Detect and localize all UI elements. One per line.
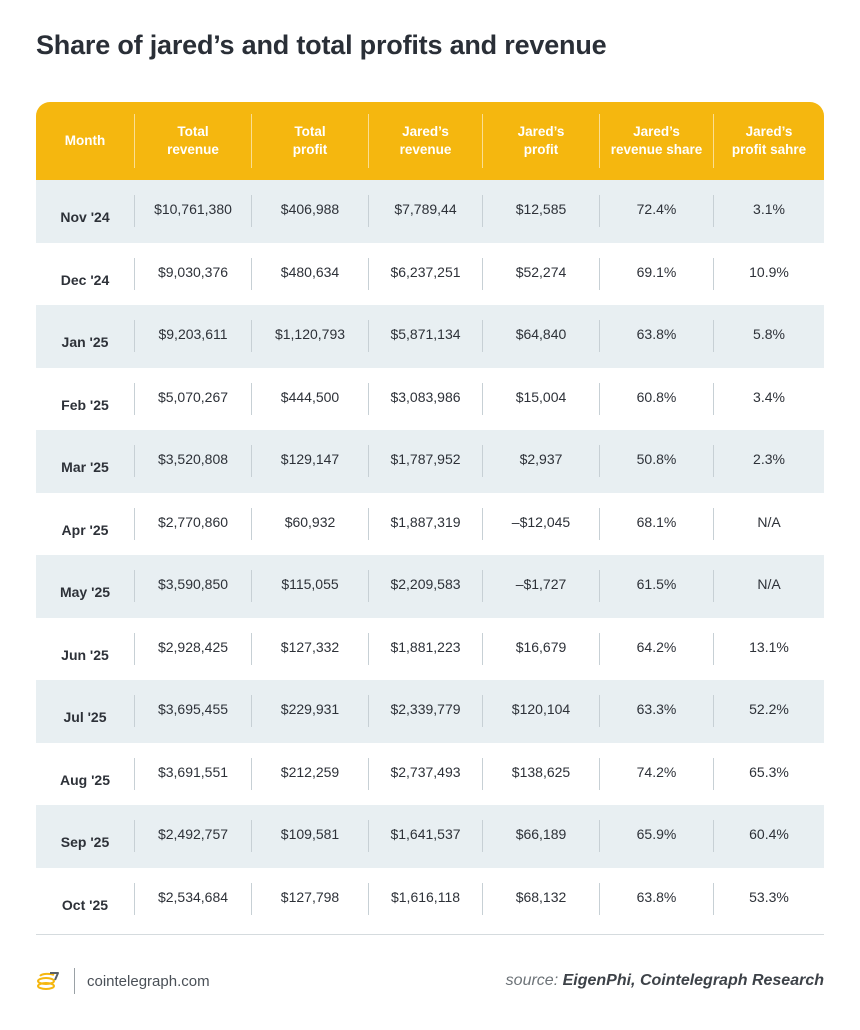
table-row [36,805,824,868]
row-month: Mar '25 [61,459,109,476]
column-header: Jared’s profit [482,114,599,168]
table-cell: 74.2% [599,758,713,790]
row-month: Feb '25 [61,396,109,413]
data-table [36,102,824,930]
table-cell: $109,581 [251,820,368,852]
table-row [36,618,824,681]
table-cell: $3,590,850 [134,570,251,602]
table-cell: 63.3% [599,695,713,727]
table-cell: $2,492,757 [134,820,251,852]
table-cell: $52,274 [482,258,599,290]
table-cell: $212,259 [251,758,368,790]
table-cell: $2,770,860 [134,508,251,540]
table-cell: 60.8% [599,383,713,415]
table-cell: $5,070,267 [134,383,251,415]
column-header: Month [64,133,106,148]
table-cell: $68,132 [482,883,599,915]
column-header: Total profit [251,114,368,168]
table-cell: $3,520,808 [134,445,251,477]
table-row [36,430,824,493]
table-cell: $444,500 [251,383,368,415]
table-cell: N/A [713,508,824,540]
table-row [36,368,824,431]
table-cell: $229,931 [251,695,368,727]
brand-url: cointelegraph.com [87,972,210,990]
table-cell: 65.3% [713,758,824,790]
table-cell: $1,881,223 [368,633,482,665]
table-cell: $10,761,380 [134,195,251,227]
chart-title: Share of jared’s and total profits and revenue [36,30,607,60]
table-cell: $15,004 [482,383,599,415]
source-prefix: source: [505,972,563,989]
table-cell: $138,625 [482,758,599,790]
column-header: Total revenue [134,114,251,168]
table-cell: $3,695,455 [134,695,251,727]
table-cell: $5,871,134 [368,320,482,352]
table-cell: $6,237,251 [368,258,482,290]
brand-separator [74,968,75,994]
table-cell: $1,641,537 [368,820,482,852]
table-cell: $3,083,986 [368,383,482,415]
table-cell: $2,928,425 [134,633,251,665]
table-cell: $1,787,952 [368,445,482,477]
table-cell: $480,634 [251,258,368,290]
row-month: Nov '24 [60,209,110,226]
table-body [36,180,824,930]
table-cell: $2,737,493 [368,758,482,790]
table-cell: $66,189 [482,820,599,852]
table-cell: 52.2% [713,695,824,727]
table-header [36,102,824,180]
table-cell: 63.8% [599,883,713,915]
table-cell: $2,339,779 [368,695,482,727]
table-cell: 13.1% [713,633,824,665]
table-cell: –$12,045 [482,508,599,540]
table-cell: 10.9% [713,258,824,290]
column-header: Jared’s revenue share [599,114,713,168]
table-cell: $60,932 [251,508,368,540]
table-cell: 50.8% [599,445,713,477]
row-month: Jan '25 [61,334,109,351]
table-cell: $9,203,611 [134,320,251,352]
table-cell: 72.4% [599,195,713,227]
table-cell: –$1,727 [482,570,599,602]
table-row [36,680,824,743]
footer-divider [36,934,824,935]
table-cell: 68.1% [599,508,713,540]
table-cell: $12,585 [482,195,599,227]
table-row [36,493,824,556]
table-cell: 53.3% [713,883,824,915]
row-month: Apr '25 [61,521,109,538]
table-cell: $129,147 [251,445,368,477]
table-cell: N/A [713,570,824,602]
table-cell: $7,789,44 [368,195,482,227]
source-names: EigenPhi, Cointelegraph Research [562,972,824,989]
row-month: Jun '25 [61,646,109,663]
table-cell: $16,679 [482,633,599,665]
table-row [36,180,824,243]
table-cell: $9,030,376 [134,258,251,290]
table-row [36,243,824,306]
table-cell: 60.4% [713,820,824,852]
row-month: Sep '25 [60,834,110,851]
brand [36,968,210,994]
table-cell: 5.8% [713,320,824,352]
table-cell: $2,534,684 [134,883,251,915]
table-cell: $406,988 [251,195,368,227]
table-cell: $2,209,583 [368,570,482,602]
row-month: Jul '25 [63,709,107,726]
column-header: Jared’s revenue [368,114,482,168]
column-header: Jared’s profit sahre [713,114,824,168]
table-cell: 63.8% [599,320,713,352]
table-row [36,555,824,618]
table-cell: 64.2% [599,633,713,665]
row-month: May '25 [59,584,111,601]
table-cell: 65.9% [599,820,713,852]
table-cell: $127,332 [251,633,368,665]
table-cell: $1,120,793 [251,320,368,352]
table-cell: $64,840 [482,320,599,352]
table-cell: $120,104 [482,695,599,727]
table-cell: $2,937 [482,445,599,477]
table-cell: 69.1% [599,258,713,290]
table-cell: 3.1% [713,195,824,227]
table-cell: $127,798 [251,883,368,915]
row-month: Aug '25 [59,771,110,788]
row-month: Dec '24 [60,271,110,288]
table-cell: $115,055 [251,570,368,602]
table-cell: 2.3% [713,445,824,477]
table-row [36,305,824,368]
row-month: Oct '25 [61,896,109,913]
table-row [36,743,824,806]
table-row [36,868,824,931]
source-note [506,972,824,990]
cointelegraph-logo-icon [36,969,62,993]
table-cell: $1,616,118 [368,883,482,915]
table-cell: 61.5% [599,570,713,602]
table-cell: $3,691,551 [134,758,251,790]
table-cell: 3.4% [713,383,824,415]
table-cell: $1,887,319 [368,508,482,540]
